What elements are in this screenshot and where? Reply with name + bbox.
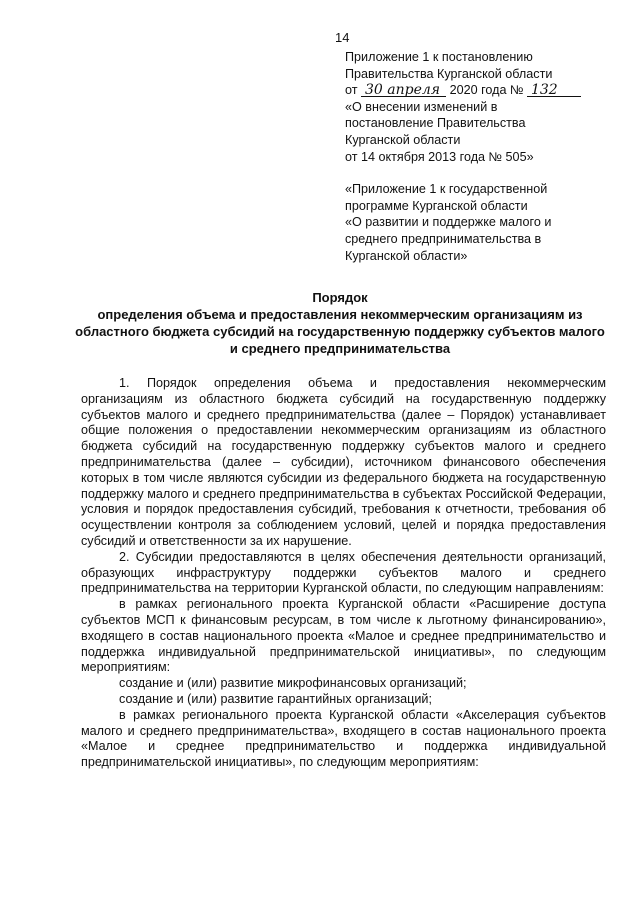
- year-text: 2020 года №: [449, 83, 524, 98]
- document-body: [81, 376, 606, 771]
- handwritten-date: 30 апреля: [361, 84, 446, 97]
- appendix-line-12: Курганской области»: [345, 248, 468, 263]
- title-heading: Порядок: [312, 290, 368, 305]
- appendix-line-11: среднего предпринимательства в: [345, 231, 542, 246]
- paragraph-1: 1. Порядок определения объема и предоставления некоммерческим организациям из областного бюджета субсидий на государственную поддержку субъектов малого и среднего предпринимательства (далее – Порядок) устанавливает общие положения о предоставлении некоммерческим организациям из областного бюджета субсидий на государственную поддержку субъектов малого и среднего предпринимательства (далее – субсидии), источником финансового обеспечения которых в том числе являются субсидии из федерального бюджета на государственную поддержку малого и среднего предпринимательства в субъектах Российской Федерации, условия и порядок предоставления субсидий, требования к отчетности, требования об осуществлении контроля за соблюдением условий, целей и порядка предоставления субсидий и ответственности за их нарушение.: [81, 376, 606, 548]
- appendix-block: [345, 49, 610, 264]
- appendix-line-1: Приложение 1 к постановлению: [345, 50, 533, 64]
- appendix-line-7: от 14 октября 2013 года № 505»: [345, 149, 534, 164]
- paragraph-2: 2. Субсидии предоставляются в целях обеспечения деятельности организаций, образующих инфраструктуру поддержки субъектов малого и среднего предпринимательства на территории Курганской области, по следующим направлениям:: [81, 549, 606, 596]
- appendix-line-9: программе Курганской области: [345, 198, 528, 213]
- handwritten-number: 132: [527, 84, 581, 97]
- date-prefix: от: [345, 83, 358, 98]
- appendix-line-4: «О внесении изменений в: [345, 99, 498, 114]
- appendix-line-3: [345, 82, 610, 99]
- appendix-spacer: [345, 165, 610, 181]
- appendix-line-5: постановление Правительства: [345, 116, 526, 131]
- paragraph-5: создание и (или) развитие гарантийных организаций;: [119, 691, 432, 706]
- paragraph-6: в рамках регионального проекта Курганской области «Акселерация субъектов малого и среднего предпринимательства», входящего в состав национального проекта «Малое и среднее предпринимательство и поддержка индивидуальной предпринимательской инициативы», по следующим мероприятиям:: [81, 707, 606, 770]
- title-subtitle: определения объема и предоставления некоммерческим организациям из областного бюджета субсидий на государственную поддержку субъектов малого и среднего предпринимательства: [75, 307, 605, 356]
- paragraph-4: создание и (или) развитие микрофинансовых организаций;: [119, 676, 467, 691]
- appendix-line-8: «Приложение 1 к государственной: [345, 182, 548, 197]
- document-title: [70, 289, 610, 357]
- appendix-line-6: Курганской области: [345, 132, 461, 147]
- appendix-line-2: Правительства Курганской области: [345, 66, 553, 81]
- paragraph-3: в рамках регионального проекта Курганской области «Расширение доступа субъектов МСП к финансовым ресурсам, в том числе к льготному финансированию», входящего в состав национального проекта «Малое и среднее предпринимательство и поддержка индивидуальной предпринимательской инициативы», по следующим мероприятиям:: [81, 597, 606, 675]
- appendix-line-10: «О развитии и поддержке малого и: [345, 215, 552, 230]
- page-number: 14: [335, 30, 350, 45]
